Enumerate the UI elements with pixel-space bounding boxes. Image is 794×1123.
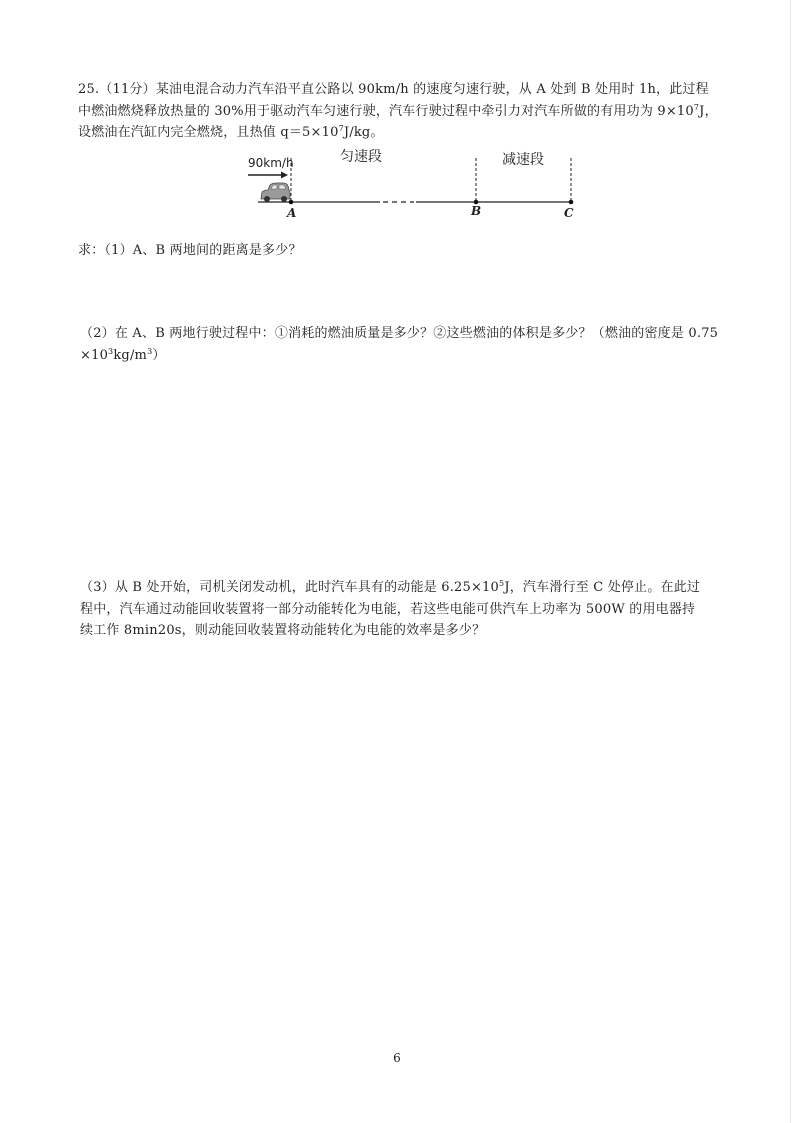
point-a-label: A [287, 206, 297, 220]
point-c-label: C [564, 206, 574, 220]
q2-line-2: $\times 10^3kg/m^3$） [80, 346, 166, 363]
page-edge-line [790, 0, 791, 1123]
point-c-dot [569, 200, 574, 205]
motion-diagram [240, 145, 600, 225]
car-icon [261, 183, 290, 202]
segment-decel-label: 减速段 [502, 152, 544, 168]
question-3-text [80, 577, 720, 642]
q2-line-1: （2）在 A、B 两地行驶过程中：①消耗的燃油质量是多少？②这些燃油的体积是多少？（燃油的密度是 0.75 [80, 326, 719, 341]
speed-label: 90km/h [248, 156, 294, 170]
point-b-label: B [471, 204, 482, 218]
point-a-dot [289, 200, 294, 205]
q25-line-3: 设燃油在汽缸内完全燃烧，且热值 $q=5\times 10^7J/kg$。 [78, 124, 384, 140]
speed-arrow-head [281, 172, 288, 179]
q3-line-3: 续工作 8min20s，则动能回收装置将动能转化为电能的效率是多少？ [80, 623, 486, 638]
page-number: 6 [393, 1051, 401, 1065]
q3-line-2: 程中，汽车通过动能回收装置将一部分动能转化为电能，若这些电能可供汽车上功率为 500W 的用电器持 [80, 601, 696, 617]
question-25-text [78, 79, 718, 144]
q25-line-1: 25.（11分）某油电混合动力汽车沿平直公路以 90km/h 的速度匀速行驶，从 A 处到 B 处用时 1h，此过程 [78, 82, 709, 97]
segment-uniform-label: 匀速段 [340, 149, 382, 165]
question-2-text [80, 323, 720, 366]
q3-line-1: （3）从 B 处开始，司机关闭发动机，此时汽车具有的动能是 $6.25\times 10^5J$，汽车滑行至 C 处停止。在此过 [80, 579, 701, 595]
question-1-text: 求：（1）A、B 两地间的距离是多少？ [78, 243, 302, 258]
q25-line-2: 中燃油燃烧释放热量的 30%用于驱动汽车匀速行驶，汽车行驶过程中牵引力对汽车所做的有用功为 $9\times 10^7J$， [78, 102, 718, 119]
